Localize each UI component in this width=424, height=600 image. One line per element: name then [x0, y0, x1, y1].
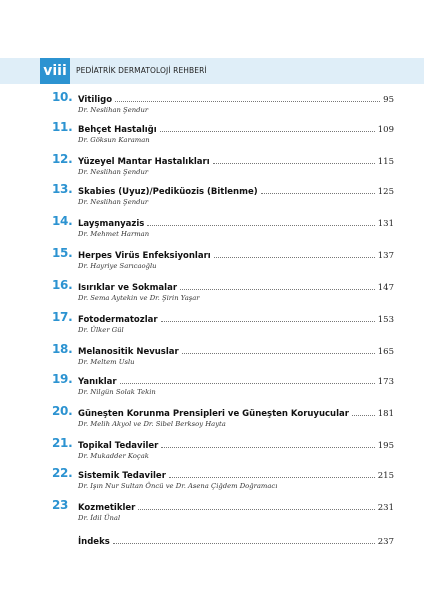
chapter-title: Kozmetikler [78, 503, 136, 513]
leader-dots [160, 123, 375, 132]
chapter-page: 125 [377, 187, 394, 197]
chapter-number: 19. [52, 372, 73, 386]
title-row [78, 249, 394, 261]
leader-dots [352, 407, 375, 416]
chapter-page: 153 [377, 315, 394, 325]
chapter-page: 173 [377, 377, 394, 387]
chapter-number: 15. [52, 246, 73, 260]
leader-dots [147, 217, 374, 226]
chapter-number: 23 [52, 498, 69, 512]
title-row [78, 155, 394, 167]
toc-entry[interactable] [0, 498, 424, 528]
chapter-author: Dr. Hayriye Sarıcaoğlu [78, 262, 157, 270]
toc-entry[interactable] [0, 214, 424, 244]
leader-dots [213, 155, 375, 164]
toc-entry[interactable] [0, 152, 424, 182]
chapter-author: Dr. İdil Ünal [78, 514, 121, 522]
title-row [78, 407, 394, 419]
chapter-number: 13. [52, 182, 73, 196]
toc-entry[interactable] [0, 404, 424, 434]
chapter-page: 109 [377, 125, 394, 135]
chapter-title: Isırıklar ve Sokmalar [78, 283, 178, 293]
chapter-page: 115 [377, 157, 394, 167]
leader-dots [161, 313, 375, 322]
leader-dots [115, 93, 380, 102]
chapter-title: Sistemik Tedaviler [78, 471, 166, 481]
chapter-number: 21. [52, 436, 73, 450]
chapter-title: Topikal Tedaviler [78, 441, 159, 451]
chapter-title: Melanositik Nevuslar [78, 347, 179, 357]
chapter-title: Güneşten Korunma Prensipleri ve Güneşten Koruyucular [78, 409, 349, 419]
toc-entry[interactable] [0, 436, 424, 466]
chapter-page: 147 [377, 283, 394, 293]
chapter-title: Yüzeyel Mantar Hastalıkları [78, 157, 210, 167]
title-row [78, 501, 394, 513]
toc-entry[interactable] [0, 182, 424, 212]
chapter-author: Dr. Meltem Uslu [78, 358, 135, 366]
chapter-number: 22. [52, 466, 73, 480]
leader-dots [261, 185, 375, 194]
chapter-title: Vitiligo [78, 95, 113, 105]
chapter-title: Skabies (Uyuz)/Pediküozis (Bitlenme) [78, 187, 258, 197]
chapter-page: 195 [377, 441, 394, 451]
title-row [78, 281, 394, 293]
chapter-author: Dr. Neslihan Şendur [78, 168, 149, 176]
title-row [78, 123, 394, 135]
title-row [78, 345, 394, 357]
chapter-author: Dr. Sema Aytekin ve Dr. Şirin Yaşar [78, 294, 200, 302]
chapter-title: Behçet Hastalığı [78, 125, 157, 135]
title-row [78, 217, 394, 229]
toc-entry[interactable] [0, 466, 424, 496]
leader-dots [113, 535, 375, 544]
chapter-author: Dr. Neslihan Şendur [78, 198, 149, 206]
chapter-number: 16. [52, 278, 73, 292]
chapter-page: 165 [377, 347, 394, 357]
chapter-number: 11. [52, 120, 73, 134]
title-row [78, 439, 394, 451]
chapter-page: 215 [377, 471, 394, 481]
leader-dots [120, 375, 375, 384]
title-row [78, 469, 394, 481]
chapter-author: Dr. Işın Nur Sultan Öncü ve Dr. Asena Çiğdem Doğramacı [78, 482, 278, 490]
chapter-page: 95 [383, 95, 394, 105]
chapter-number: 10. [52, 90, 73, 104]
index-entry[interactable] [78, 535, 394, 547]
title-row [78, 313, 394, 325]
index-title: İndeks [78, 537, 110, 547]
title-row [78, 93, 394, 105]
leader-dots [182, 345, 375, 354]
chapter-author: Dr. Mukadder Koçak [78, 452, 149, 460]
leader-dots [180, 281, 375, 290]
leader-dots [214, 249, 375, 258]
chapter-page: 137 [377, 251, 394, 261]
toc-entry[interactable] [0, 342, 424, 372]
chapter-number: 18. [52, 342, 73, 356]
chapter-author: Dr. Mehmet Harman [78, 230, 150, 238]
chapter-author: Dr. Neslihan Şendur [78, 106, 149, 114]
chapter-number: 14. [52, 214, 73, 228]
toc-entry[interactable] [0, 246, 424, 276]
chapter-author: Dr. Ülker Gül [78, 326, 124, 334]
chapter-number: 17. [52, 310, 73, 324]
chapter-page: 181 [377, 409, 394, 419]
toc-entry[interactable] [0, 90, 424, 120]
toc-entry[interactable] [0, 120, 424, 150]
leader-dots [138, 501, 374, 510]
toc-entry[interactable] [0, 372, 424, 402]
page-number-badge: viii [40, 58, 70, 84]
chapter-author: Dr. Melih Akyol ve Dr. Sibel Berksoy Hayta [78, 420, 226, 428]
index-page: 237 [377, 537, 394, 547]
chapter-number: 20. [52, 404, 73, 418]
leader-dots [169, 469, 375, 478]
chapter-title: Yanıklar [78, 377, 117, 387]
title-row [78, 375, 394, 387]
leader-dots [161, 439, 374, 448]
book-title: PEDİATRİK DERMATOLOJİ REHBERİ [76, 66, 207, 75]
chapter-number: 12. [52, 152, 73, 166]
toc-entry[interactable] [0, 278, 424, 308]
chapter-author: Dr. Göksun Karaman [78, 136, 150, 144]
chapter-author: Dr. Nilgün Solak Tekin [78, 388, 156, 396]
title-row [78, 185, 394, 197]
chapter-page: 231 [377, 503, 394, 513]
chapter-title: Herpes Virüs Enfeksiyonları [78, 251, 211, 261]
chapter-page: 131 [377, 219, 394, 229]
toc-entry[interactable] [0, 310, 424, 340]
chapter-title: Fotodermatozlar [78, 315, 158, 325]
chapter-title: Layşmanyazis [78, 219, 145, 229]
